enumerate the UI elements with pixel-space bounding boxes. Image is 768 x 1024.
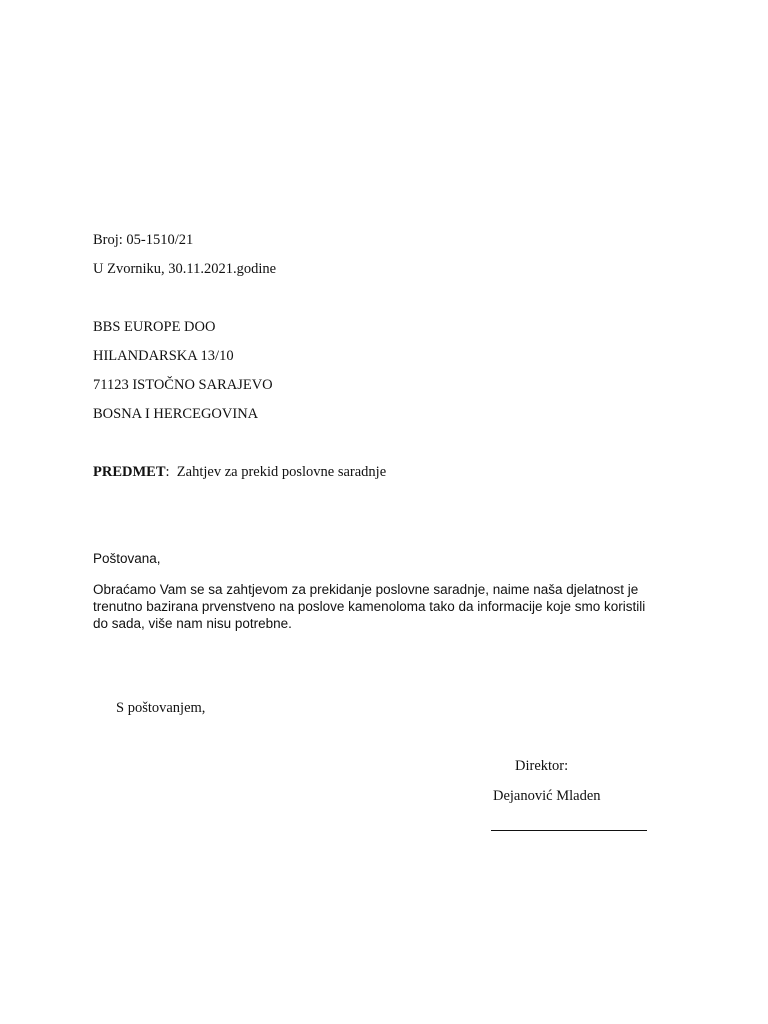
body-line: do sada, više nam nisu potrebne. (93, 616, 292, 631)
recipient-city: 71123 ISTOČNO SARAJEVO (93, 377, 273, 393)
subject-separator: : (165, 464, 170, 480)
subject-line (93, 464, 386, 481)
place-and-date: U Zvorniku, 30.11.2021.godine (93, 261, 277, 277)
subject-label: PREDMET (93, 464, 166, 480)
signature-title: Direktor: (515, 758, 569, 774)
body-line: Obraćamo Vam se sa zahtjevom za prekidanje poslovne saradnje, naime naša djelatnost je (93, 582, 639, 597)
document-number: Broj: 05-1510/21 (93, 232, 194, 248)
greeting: Poštovana, (93, 551, 161, 566)
signature-name: Dejanović Mladen (493, 788, 601, 804)
recipient-street: HILANDARSKA 13/10 (93, 348, 234, 364)
body-line: trenutno bazirana prvenstveno na poslove kamenoloma tako da informacije koje smo koristili (93, 599, 646, 614)
subject-text: Zahtjev za prekid poslovne saradnje (176, 464, 387, 480)
signature-line (491, 830, 647, 831)
body-paragraph (93, 581, 683, 632)
recipient-name: BBS EUROPE DOO (93, 319, 216, 335)
recipient-country: BOSNA I HERCEGOVINA (93, 406, 259, 422)
closing: S poštovanjem, (116, 700, 206, 716)
